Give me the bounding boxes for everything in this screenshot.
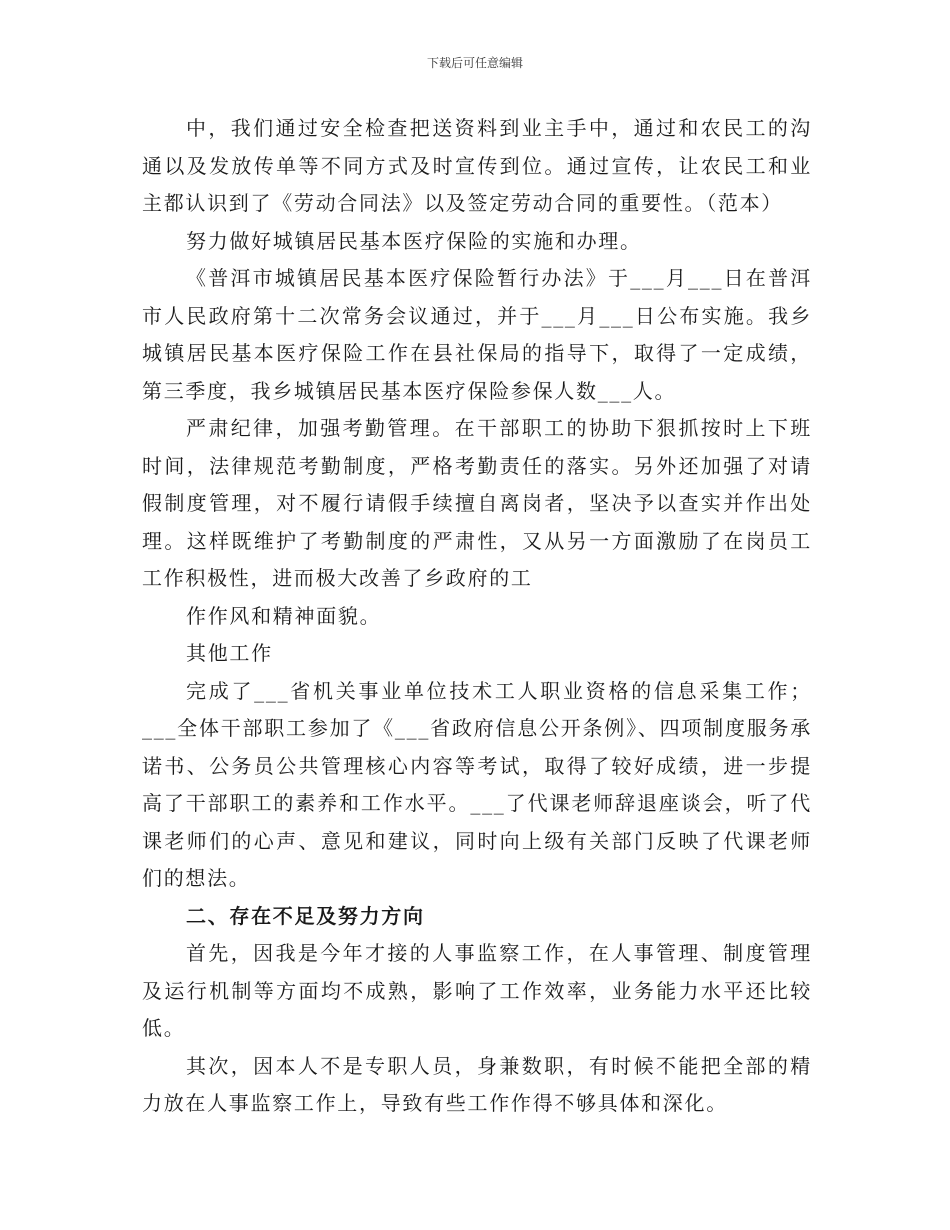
page-header: 下载后可任意编辑	[426, 56, 523, 70]
paragraph-5: 作作风和精神面貌。	[186, 603, 382, 628]
paragraph-8: 首先，因我是今年才接的人事监察工作，在人事管理、制度管理及运行机制等方面均不成熟，影响了工作效率，业务能力水平还比较低。	[142, 941, 812, 1040]
paragraph-2: 努力做好城镇居民基本医疗保险的实施和办理。	[186, 228, 642, 253]
section-heading: 二、存在不足及努力方向	[186, 903, 425, 928]
paragraph-4: 严肃纪律，加强考勤管理。在干部职工的协助下狠抓按时上下班时间，法律规范考勤制度，严格考勤责任的落实。另外还加强了对请假制度管理，对不履行请假手续擅自离岗者，坚决予以查实并作出处理。这样既维护了考勤制度的严肃性，又从另一方面激励了在岗员工工作积极性，进而极大改善了乡政府的工	[142, 416, 812, 590]
paragraph-9: 其次，因本人不是专职人员，身兼数职，有时候不能把全部的精力放在人事监察工作上，导致有些工作作得不够具体和深化。	[142, 1053, 812, 1115]
paragraph-7: 完成了___省机关事业单位技术工人职业资格的信息采集工作；___全体干部职工参加了《___省政府信息公开条例》、四项制度服务承诺书、公务员公共管理核心内容等考试，取得了较好成绩，进一步提高了干部职工的素养和工作水平。___了代课老师辞退座谈会，听了代课老师们的心声、意见和建议，同时向上级有关部门反映了代课老师们的想法。	[142, 678, 812, 890]
paragraph-6: 其他工作	[186, 641, 273, 665]
paragraph-1: 中，我们通过安全检查把送资料到业主手中，通过和农民工的沟通以及发放传单等不同方式及时宣传到位。通过宣传，让农民工和业主都认识到了《劳动合同法》以及签定劳动合同的重要性。（范本）	[142, 116, 812, 215]
document-body	[142, 110, 812, 1123]
paragraph-3: 《普洱市城镇居民基本医疗保险暂行办法》于___月___日在普洱市人民政府第十二次常务会议通过，并于___月___日公布实施。我乡城镇居民基本医疗保险工作在县社保局的指导下，取得了一定成绩，第三季度，我乡城镇居民基本医疗保险参保人数___人。	[142, 266, 812, 403]
